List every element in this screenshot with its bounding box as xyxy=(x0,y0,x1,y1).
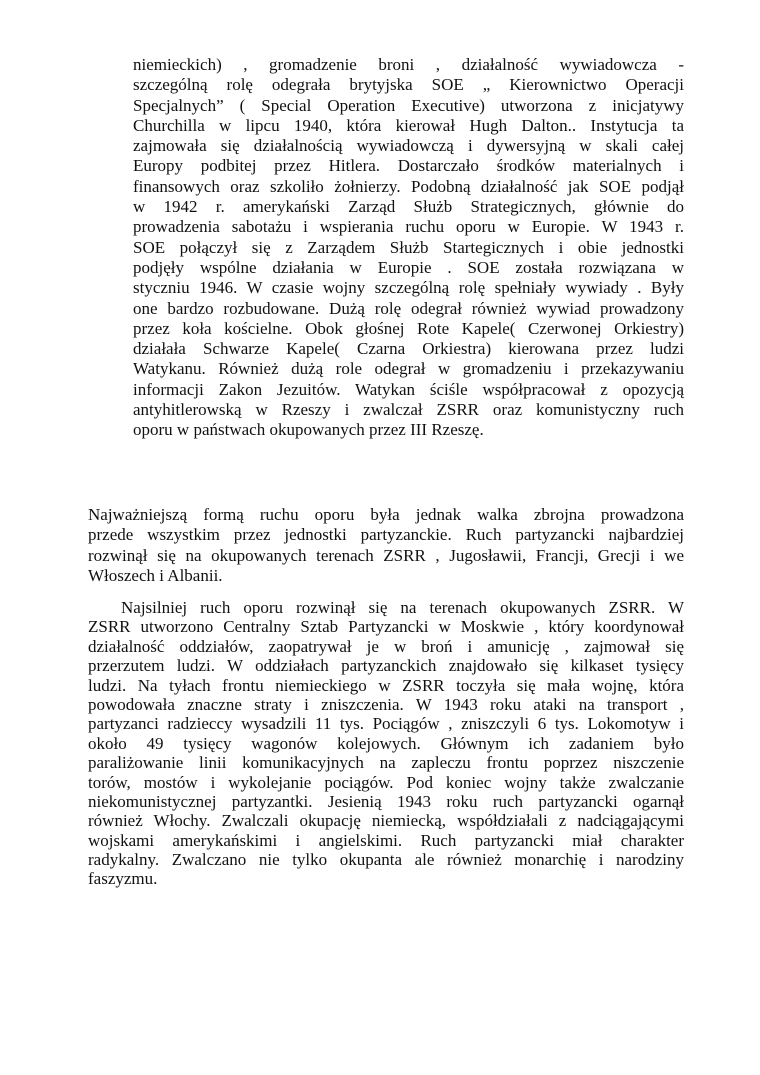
text-line: ludzi. Na tyłach frontu niemieckiego w ZSRR toczyła się mała wojnę, która xyxy=(88,675,684,695)
text-line: finansowych oraz szkoliło żołnierzy. Podobną działalność jak SOE podjął xyxy=(133,176,684,196)
text-line: radykalny. Zwalczano nie tylko okupanta ale również monarchię i narodziny xyxy=(88,850,684,870)
text-line: niemieckich) , gromadzenie broni , działalność wywiadowcza - xyxy=(133,55,684,74)
text-line: zajmowała się działalnością wywiadowczą i dywersyjną w skali całej xyxy=(133,136,684,156)
text-line: informacji Zakon Jezuitów. Watykan ściśle współpracował z opozycją xyxy=(133,379,684,399)
text-line: Watykanu. Również dużą role odegrał w gromadzeniu i przekazywaniu xyxy=(133,359,684,379)
text-line: działalność oddziałów, zaopatrywał je w broń i amunicję , zajmował się xyxy=(88,636,684,656)
text-line: one bardzo rozbudowane. Dużą rolę odegrał również wywiad prowadzony xyxy=(133,298,684,318)
text-line: antyhitlerowską w Rzeszy i zwalczał ZSRR oraz komunistyczny ruch xyxy=(133,400,684,420)
text-line: faszyzmu. xyxy=(88,869,158,889)
text-line: Najważniejszą formą ruchu oporu była jednak walka zbrojna prowadzona xyxy=(88,505,684,524)
paragraph-ussr-partisans xyxy=(88,598,684,889)
text-line: rozwinął się na okupowanych terenach ZSRR , Jugosławii, Francji, Grecji i we xyxy=(88,545,684,565)
text-line: również Włochy. Zwalczali okupację niemiecką, współdziałali z nadciągającymi xyxy=(88,811,684,831)
text-line: niekomunistycznej partyzantki. Jesienią 1943 roku ruch partyzancki ogarnął xyxy=(88,791,684,811)
text-line: szczególną rolę odegrała brytyjska SOE „ Kierownictwo Operacji xyxy=(133,75,684,95)
text-line: w 1942 r. amerykański Zarząd Służb Strategicznych, głównie do xyxy=(133,197,684,217)
text-line: wojskami amerykańskimi i angielskimi. Ruch partyzancki miał charakter xyxy=(88,830,684,850)
text-line: SOE połączył się z Zarządem Służb Startegicznych i obie jednostki xyxy=(133,237,684,257)
text-line: Najsilniej ruch oporu rozwinął się na terenach okupowanych ZSRR. W xyxy=(121,598,684,617)
text-line: przede wszystkim przez jednostki partyzanckie. Ruch partyzancki najbardziej xyxy=(88,525,684,545)
text-line: przerzutem ludzi. W oddziałach partyzanckich znajdowało się kilkaset tysięcy xyxy=(88,656,684,676)
text-line: działała Schwarze Kapele( Czarna Orkiestra) kierowana przez ludzi xyxy=(133,339,684,359)
paragraph-armed-resistance xyxy=(88,505,684,586)
text-line: około 49 tysięcy wagonów kolejowych. Głównym ich zadaniem było xyxy=(88,733,684,753)
text-line: oporu w państwach okupowanych przez III Rzeszę. xyxy=(133,420,484,440)
text-line: ZSRR utworzono Centralny Sztab Partyzancki w Moskwie , który koordynował xyxy=(88,617,684,637)
text-line: torów, mostów i wykolejanie pociągów. Pod koniec wojny także zwalczanie xyxy=(88,772,684,792)
text-line: podjęły wspólne działania w Europie . SOE została rozwiązana w xyxy=(133,257,684,277)
text-line: Europy podbitej przez Hitlera. Dostarczało środków materialnych i xyxy=(133,156,684,176)
text-line: Włoszech i Albanii. xyxy=(88,565,223,585)
text-line: Churchilla w lipcu 1940, która kierował Hugh Dalton.. Instytucja ta xyxy=(133,115,684,135)
text-line: przez koła kościelne. Obok głośnej Rote Kapele( Czerwonej Orkiestry) xyxy=(133,318,684,338)
text-line: Specjalnych” ( Special Operation Executive) utworzona z inicjatywy xyxy=(133,95,684,115)
text-line: partyzanci radzieccy wysadzili 11 tys. Pociągów , zniszczyli 6 tys. Lokomotyw i xyxy=(88,714,684,734)
text-line: powodowała znaczne straty i zniszczenia. W 1943 roku ataki na transport , xyxy=(88,694,684,714)
paragraph-soe-intelligence xyxy=(133,55,684,441)
text-line: paraliżowanie linii komunikacyjnych na zapleczu frontu poprzez niszczenie xyxy=(88,753,684,773)
text-line: prowadzenia sabotażu i wspierania ruchu oporu w Europie. W 1943 r. xyxy=(133,217,684,237)
text-line: styczniu 1946. W czasie wojny szczególną rolę spełniały wywiady . Były xyxy=(133,278,684,298)
